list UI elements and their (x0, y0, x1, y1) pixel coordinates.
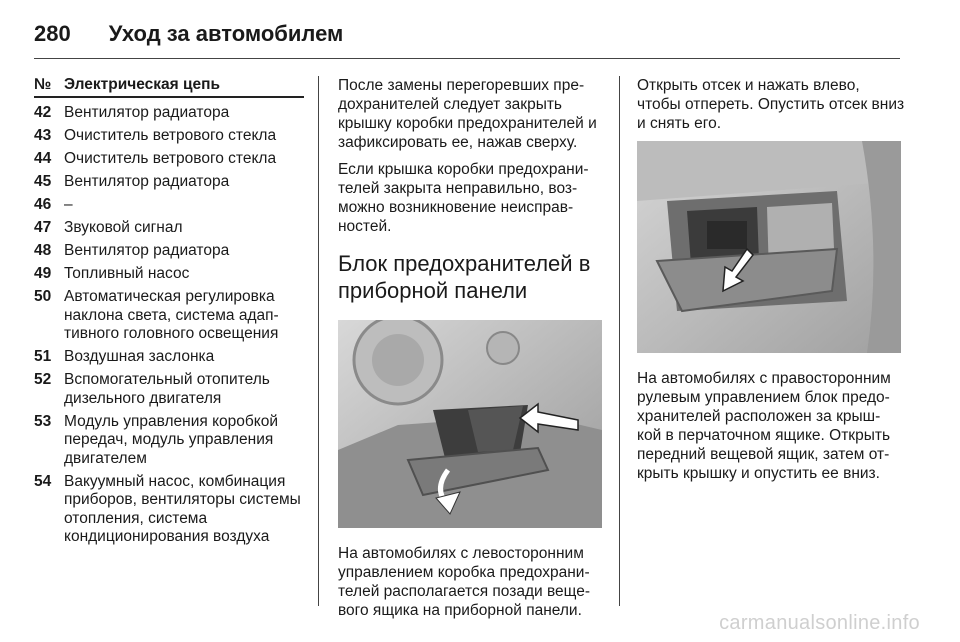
page-header (34, 14, 343, 54)
fuse-number: 42 (34, 104, 52, 121)
table-rows (34, 104, 304, 547)
watermark: carmanualsonline.info (719, 612, 920, 634)
table-row (34, 348, 304, 367)
paragraph: Если крышка коробки предохрани- телей закрыта неправильно, воз- можно возникновение неисправ- ностей. (338, 161, 589, 235)
circuit-name: Вентилятор радиатора (64, 242, 230, 259)
column-three (637, 76, 905, 491)
section-title: Блок предохранителей в приборной панели (338, 251, 591, 303)
fuse-box-illustration (338, 320, 602, 528)
circuit-name: Вспомогательный отопитель дизельного двигателя (64, 371, 270, 407)
paragraph: Открыть отсек и нажать влево, чтобы отпереть. Опустить отсек вниз и снять его. (637, 77, 905, 132)
table-row (34, 242, 304, 261)
circuit-name: Звуковой сигнал (64, 219, 183, 236)
number-column-header: № (34, 76, 52, 93)
table-row (34, 173, 304, 192)
circuit-name: Очиститель ветрового стекла (64, 127, 277, 144)
page-title: Уход за автомобилем (108, 21, 344, 46)
header-divider (34, 58, 900, 59)
table-row (34, 413, 304, 469)
fuse-number: 47 (34, 219, 52, 236)
circuit-name: Вакуумный насос, комбинация приборов, вентиляторы системы отопления, система кондиционирования воздуха (64, 472, 301, 545)
fuse-number: 53 (34, 412, 52, 430)
circuit-name: Модуль управления коробкой передач, модуль управления двигателем (64, 412, 279, 467)
circuit-name: – (64, 196, 73, 213)
table-row (34, 288, 304, 344)
fuse-box-photo-lhd (338, 320, 602, 528)
photo-caption: На автомобилях с левосторонним управлением коробка предохрани- телей располагается позади веще- вого ящика на приборной панели. (338, 545, 591, 619)
table-row (34, 265, 304, 284)
fuse-number: 44 (34, 150, 52, 167)
column-two (338, 76, 606, 628)
photo-caption: На автомобилях с правосторонним рулевым управлением блок предо- хранителей расположен за крыш- кой в перчаточном ящике. Открыть передний вещевой ящик, затем от- крыть крышку и опустить ее вниз. (637, 370, 891, 482)
table-header (34, 76, 304, 98)
circuit-name: Вентилятор радиатора (64, 104, 230, 121)
fuse-number: 48 (34, 242, 52, 259)
fuse-number: 52 (34, 371, 52, 388)
fuse-number: 51 (34, 348, 52, 365)
table-row (34, 371, 304, 408)
fuse-box-photo-rhd (637, 141, 901, 353)
table-row (34, 473, 304, 547)
paragraph: После замены перегоревших пре- дохранителей следует закрыть крышку коробки предохранителей и зафиксировать ее, нажав сверху. (338, 77, 597, 151)
column-divider (318, 76, 319, 606)
fuse-number: 46 (34, 196, 52, 213)
circuit-name: Очиститель ветрового стекла (64, 150, 277, 167)
fuse-table (34, 76, 304, 551)
fuse-number: 54 (34, 472, 52, 490)
table-row (34, 104, 304, 123)
circuit-name: Топливный насос (64, 265, 190, 282)
fuse-number: 49 (34, 265, 52, 282)
fuse-number: 43 (34, 127, 52, 144)
circuit-name: Воздушная заслонка (64, 348, 215, 365)
page-number: 280 (34, 21, 71, 46)
fuse-number: 45 (34, 173, 52, 190)
circuit-column-header: Электрическая цепь (64, 76, 221, 93)
circuit-name: Вентилятор радиатора (64, 173, 230, 190)
table-row (34, 127, 304, 146)
column-divider (619, 76, 620, 606)
table-row (34, 150, 304, 169)
circuit-name: Автоматическая регулировка наклона света, система адап- тивного головного освещения (64, 288, 279, 342)
fuse-number: 50 (34, 288, 52, 305)
glovebox-illustration (637, 141, 901, 353)
table-row (34, 196, 304, 215)
table-row (34, 219, 304, 238)
